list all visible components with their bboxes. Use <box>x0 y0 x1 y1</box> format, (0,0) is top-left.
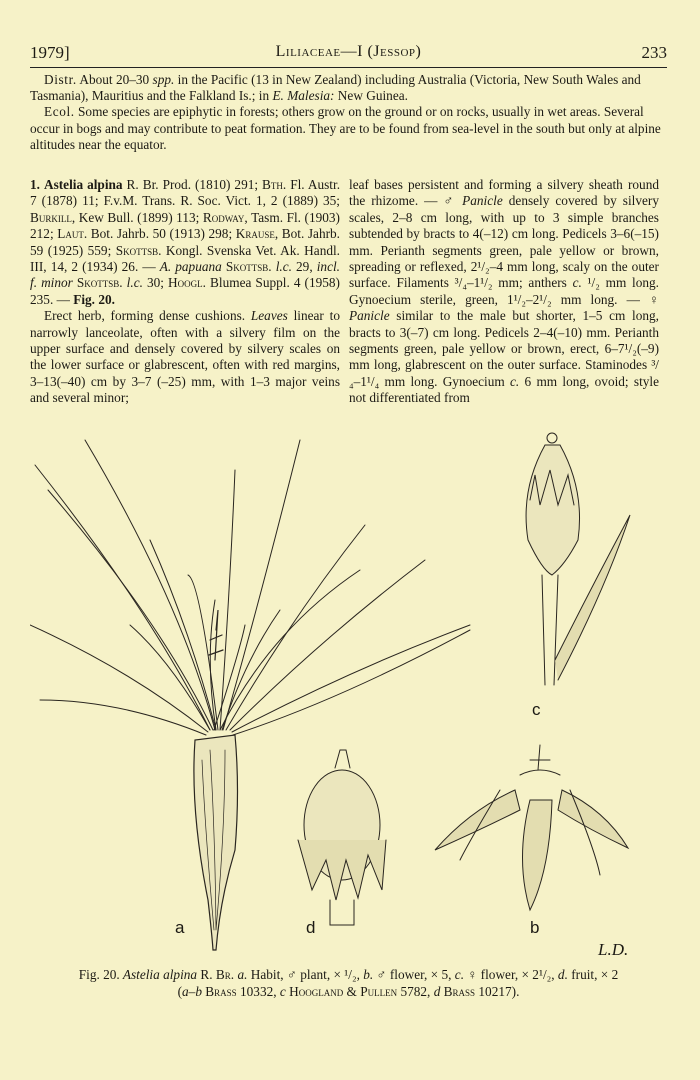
caption-fig-label: Fig. 20. <box>78 967 120 982</box>
caption-text: fruit, × 2 <box>567 967 619 982</box>
figure-caption <box>30 966 667 1000</box>
collector-name: Brass <box>201 984 237 999</box>
description-continuation <box>349 177 659 407</box>
collection-number: 10332, <box>236 984 280 999</box>
figure-20-illustration <box>30 430 670 960</box>
right-column <box>349 177 659 407</box>
ecology-paragraph <box>30 104 667 153</box>
caption-panel-ref: a–b <box>182 984 202 999</box>
caption-panel-ref: c <box>279 984 286 999</box>
citation-author: Laut. <box>57 226 88 242</box>
distribution-label: Distr. <box>44 72 77 87</box>
caption-panel-b: b. <box>359 967 374 982</box>
caption-species-name: Astelia alpina <box>119 967 198 982</box>
circa: c. <box>510 373 520 389</box>
citation-text: Tasm. Fl. (1903) 212; <box>30 209 340 242</box>
artist-signature: L.D. <box>598 940 629 959</box>
caption-panel-ref: d <box>433 984 441 999</box>
botanical-drawing <box>30 430 670 960</box>
distribution-spp: spp. <box>152 72 175 87</box>
citation-author: Hoogl. <box>168 275 206 291</box>
collector-name: Brass <box>440 984 476 999</box>
term-panicle: Panicle <box>349 308 390 324</box>
term-panicle: Panicle <box>462 193 503 209</box>
citation-text: 29, <box>291 259 317 275</box>
citation-author: Krause, <box>235 226 279 242</box>
distribution-paragraph <box>30 72 667 104</box>
caption-line-2 <box>30 983 667 1000</box>
synonym-name: A. papuana <box>159 259 222 275</box>
distribution-text: New Guinea. <box>334 88 408 104</box>
collector-name: Hoogland <box>285 984 344 999</box>
ecology-label: Ecol. <box>44 104 75 120</box>
citation-author: Skottsb. <box>72 275 123 291</box>
ecology-text: Some species are epiphytic in forests; others grow on the ground or on rocks, usually in wet areas. Several occur in bogs and may contribute to peat formation. They are to be found from sea-level in the south but only at alpine altitudes near the equator. <box>30 104 661 152</box>
fruit-drawing <box>298 750 386 925</box>
caption-panel-a: a. <box>234 967 248 982</box>
citation-author: Skottsb. <box>115 242 162 258</box>
description-text: similar to the male but shorter, 1–5 cm long, bracts to 3(–7) cm long. Pedicels 2–4(–10) mm. Perianth segments green, pale yellow or brown, erect, 6–7¹/₂(–9) mm long, glabrescent on the outer surface. Staminodes ³/₄–1¹/₄ mm long. Gynoecium <box>349 308 659 389</box>
header-running-title: Liliaceae—I (Jessop) <box>275 43 422 60</box>
caption-line-1 <box>30 966 667 983</box>
citation-author: Rodway, <box>202 209 248 225</box>
citation-author: Burkill, <box>30 209 76 225</box>
header-year: 1979] <box>30 43 70 62</box>
citation-text: 30; <box>142 275 169 291</box>
running-header <box>30 43 667 67</box>
panel-label-a: a <box>175 918 185 937</box>
caption-text: ♀ flower, × 2¹/₂, <box>464 967 555 982</box>
caption-text: Habit, ♂ plant, × ¹/₂, <box>247 967 360 982</box>
caption-paren: ( <box>177 984 183 999</box>
distribution-text: About 20–30 <box>76 72 153 87</box>
loc-cit: l.c. <box>122 275 143 291</box>
citation-text: Bot. Jahrb. 59 (1925) 559; <box>30 226 340 258</box>
included-form: incl. f. minor <box>30 259 340 291</box>
citation-text: Blumea Suppl. 4 (1958) 235. — <box>30 275 340 307</box>
description-paragraph <box>30 308 340 406</box>
caption-panel-c: c. <box>451 967 465 982</box>
citation-author: Bth. <box>262 177 287 192</box>
male-flower-drawing <box>435 745 628 910</box>
species-number: 1. <box>30 177 40 192</box>
caption-author: R. Br. <box>197 967 235 982</box>
citation-text: Kew Bull. (1899) 113; <box>75 209 203 225</box>
description-text: ¹/₂ mm long. Gynoecium sterile, green, 1¹/₂–2¹/₂ mm long. — ♀ <box>349 275 659 307</box>
description-text: Erect herb, forming dense cushions. <box>44 308 251 324</box>
description-text: densely covered by silvery scales, 2–8 cm long, with up to 3 simple branches subtended by bracts to 4(–12) cm long. Pedicels 3–6(–15) mm. Perianth segments green, pale yellow or brown, spreading or reflexed, 2¹/₂–4 mm long, scaly on the outer surface. Filaments ³/₄–1¹/₂ mm; anthers <box>349 193 659 291</box>
description-text: 6 mm long, ovoid; style not differentiated from <box>349 373 660 406</box>
description-text: linear to narrowly lanceolate, often with a silvery film on the upper surface and densely covered by silvery scales on the lower surface or glabrescent, often with red margins, 3–13(–40) cm by 3–7 (–25) mm, with 1–3 major veins and several minor; <box>30 308 340 406</box>
caption-ampersand: & <box>343 984 361 999</box>
citation-text: Kongl. Svenska Vet. Ak. Handl. III, 14, 2 (1934) 26. — <box>30 242 341 275</box>
citation-text: Fl. Austr. 7 (1878) 11; F.v.M. Trans. R. Soc. Vict. 1, 2 (1889) 35; <box>30 177 341 209</box>
distribution-text: in the Pacific (13 in New Zealand) including Australia (Victoria, New South Wales and Tasmania), Mauritius and the Falkland Is.; in <box>30 72 641 104</box>
description-text: leaf bases persistent and forming a silvery sheath round the rhizome. — ♂ <box>349 177 659 209</box>
collection-number: 5782, <box>397 984 434 999</box>
figure-reference: Fig. 20. <box>73 291 115 307</box>
genus-intro <box>30 72 667 153</box>
distribution-region: E. Malesia: <box>272 88 335 104</box>
collection-number: 10217). <box>475 984 520 999</box>
collector-name: Pullen <box>360 984 398 999</box>
citation-text: Prod. (1810) 291; <box>158 177 263 192</box>
header-rule <box>30 67 667 68</box>
left-column <box>30 177 340 407</box>
loc-cit: l.c. <box>271 259 292 275</box>
panel-label-d: d <box>306 918 316 937</box>
citation-text: Bot. Jahrb. 50 (1913) 298; <box>87 226 236 242</box>
species-name: Astelia alpina <box>43 177 123 192</box>
citation-author: Skottsb. <box>221 259 272 275</box>
caption-text: ♂ flower, × 5, <box>373 967 452 982</box>
page-number: 233 <box>641 43 667 62</box>
panel-label-b: b <box>530 918 540 937</box>
caption-panel-d: d. <box>554 967 568 982</box>
circa: c. <box>572 275 582 291</box>
habit-plant-drawing <box>30 440 470 950</box>
species-author: R. Br. <box>126 177 159 192</box>
panel-label-c: c <box>532 700 541 719</box>
female-flower-drawing <box>526 433 630 685</box>
term-leaves: Leaves <box>250 308 288 324</box>
species-citation <box>30 177 340 308</box>
